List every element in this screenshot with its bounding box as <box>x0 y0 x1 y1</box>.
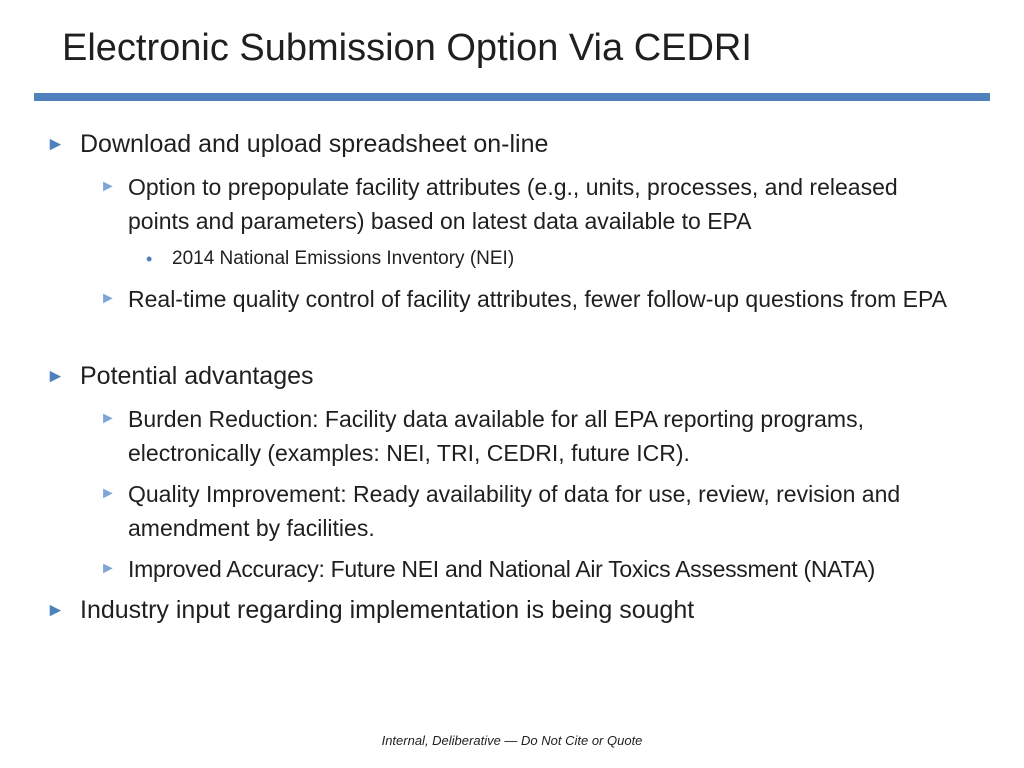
sub-sub-bullet-text: 2014 National Emissions Inventory (NEI) <box>172 248 515 269</box>
sub-bullet-text: Quality Improvement: Ready availability of data for use, review, revision and amendment by facilities. <box>128 481 901 541</box>
arrow-bullet-icon: ► <box>100 290 116 307</box>
footer-disclaimer: Internal, Deliberative — Do Not Cite or Quote <box>381 733 643 748</box>
dot-bullet-icon: • <box>146 249 153 269</box>
slide-title: Electronic Submission Option Via CEDRI <box>62 27 752 69</box>
bullet-text: Industry input regarding implementation is being sought <box>80 596 695 624</box>
sub-sub-bullet-item <box>146 246 946 272</box>
bullet-item <box>46 594 986 627</box>
sub-bullet-item <box>100 170 960 238</box>
arrow-bullet-icon: ► <box>100 485 116 502</box>
bullet-item <box>46 128 986 161</box>
bullet-text: Potential advantages <box>80 362 314 390</box>
sub-bullet-text: Burden Reduction: Facility data available for all EPA reporting programs, electronically (examples: NEI, TRI, CEDRI, future ICR). <box>128 406 864 466</box>
sub-bullet-text: Option to prepopulate facility attributes (e.g., units, processes, and released points and parameters) based on latest data available to EPA <box>128 174 898 234</box>
title-divider <box>34 93 990 101</box>
sub-bullet-item <box>100 552 1000 586</box>
arrow-bullet-icon: ► <box>46 600 65 621</box>
arrow-bullet-icon: ► <box>100 560 116 577</box>
sub-bullet-text: Improved Accuracy: Future NEI and National Air Toxics Assessment (NATA) <box>128 556 875 582</box>
sub-bullet-item <box>100 402 970 470</box>
arrow-bullet-icon: ► <box>100 410 116 427</box>
bullet-item <box>46 360 986 393</box>
sub-bullet-item <box>100 477 970 545</box>
bullet-text: Download and upload spreadsheet on-line <box>80 130 549 158</box>
sub-bullet-item <box>100 282 970 316</box>
arrow-bullet-icon: ► <box>46 366 65 387</box>
arrow-bullet-icon: ► <box>100 178 116 195</box>
sub-bullet-text: Real-time quality control of facility attributes, fewer follow-up questions from EPA <box>128 286 947 312</box>
arrow-bullet-icon: ► <box>46 134 65 155</box>
